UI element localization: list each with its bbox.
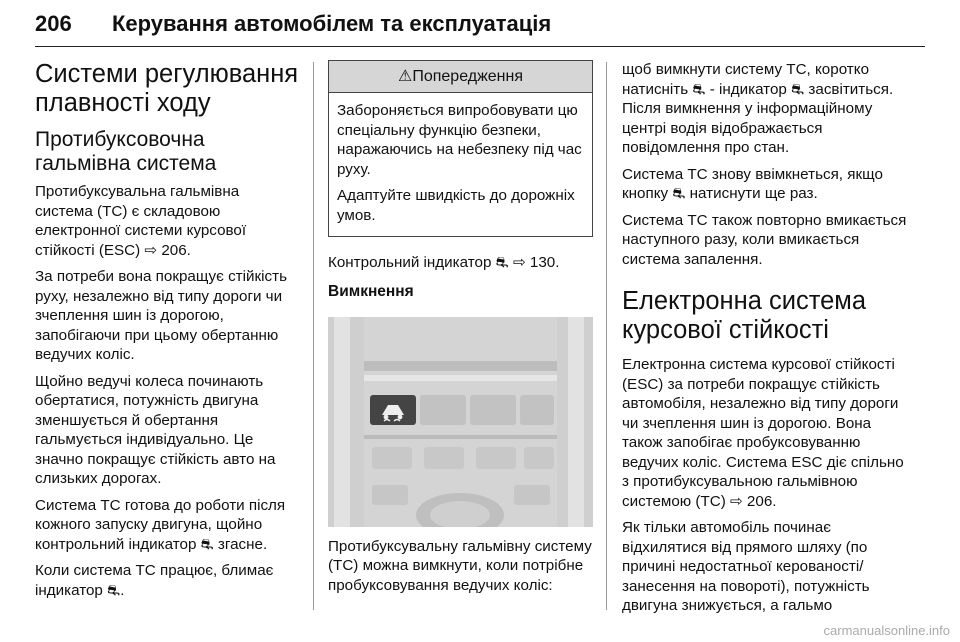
column-divider bbox=[313, 62, 314, 610]
paragraph: Контрольний індикатор ⛐ ⇨ 130. bbox=[328, 254, 560, 271]
subsection-title: Протибуксовочна гальмівна система bbox=[35, 128, 217, 175]
column-left bbox=[35, 60, 300, 607]
column-middle bbox=[328, 60, 593, 602]
paragraph: Система TC знову ввімкнеться, якщо кнопку ⛐ натиснути ще раз. bbox=[622, 165, 883, 202]
paragraph: За потреби вона покращує стійкість руху, незалежно від типу дороги чи зчеплення шин із дорогою, запобігаючи при цьому обертанню ведучих коліс. bbox=[35, 268, 287, 363]
dashboard-photo bbox=[328, 317, 593, 527]
paragraph: Щойно ведучі колеса починають обертатися, потужність двигуна зменшується й обертання гальмується індивідуально. Це значно покращує стійкість авто на слизьких дорогах. bbox=[35, 372, 276, 487]
paragraph: Коли система TC працює, блимає індикатор ⛐. bbox=[35, 562, 274, 599]
paragraph: Протибуксувальна гальмівна система (TC) є складовою електронної системи курсової стійкості (ESC) ⇨ 206. bbox=[35, 183, 247, 259]
page-header bbox=[35, 6, 925, 47]
warning-title: ⚠Попередження bbox=[329, 61, 592, 93]
dashboard-illustration bbox=[328, 317, 593, 527]
section-title: Системи регулювання плавності ходу bbox=[35, 60, 299, 117]
paragraph: Електронна система курсової стійкості (ESC) за потреби покращує стійкість автомобіля, незалежно від типу дороги чи зчеплення шин із дорогою. Вона також запобігає пробуксовуванню ведучих коліс. Система ESC діє спільно з протибуксувальною гальмівною системою (TC) ⇨ 206. bbox=[622, 356, 904, 510]
column-right bbox=[622, 60, 912, 623]
warning-paragraph: Забороняється випробовувати цю спеціальну функцію безпеки, наражаючись на небезпеку під час руху. bbox=[337, 102, 582, 178]
section-title: Електронна система курсової стійкості bbox=[622, 287, 867, 344]
paragraph: Система TC готова до роботи після кожного запуску двигуна, щойно контрольний індикатор ⛐ згасне. bbox=[35, 496, 286, 553]
paragraph: Протибуксувальну гальмівну систему (TC) можна вимкнути, коли потрібне пробуксовування ведучих коліс: bbox=[328, 537, 592, 594]
watermark: carmanualsonline.info bbox=[823, 623, 950, 638]
warning-box bbox=[328, 60, 593, 237]
paragraph: Система TC також повторно вмикається наступного разу, коли вмикається система запалення. bbox=[622, 211, 907, 268]
subheading: Вимкнення bbox=[328, 282, 414, 300]
column-divider bbox=[606, 62, 607, 610]
paragraph: Як тільки автомобіль починає відхилятися від прямого шляху (по причині недостатньої керованості/ занесення на повороті), потужність двигуна знижується, а гальмо bbox=[622, 519, 870, 614]
running-title: Керування автомобілем та експлуатація bbox=[112, 11, 552, 36]
paragraph: щоб вимкнути систему TC, коротко натисніть ⛐ - індикатор ⛐ засвітиться. Після вимкнення у інформаційному центрі водія відображається повідомлення про стан. bbox=[622, 61, 894, 156]
warning-paragraph: Адаптуйте швидкість до дорожніх умов. bbox=[337, 187, 575, 224]
warning-body bbox=[329, 93, 592, 236]
page-number: 206 bbox=[35, 11, 72, 36]
